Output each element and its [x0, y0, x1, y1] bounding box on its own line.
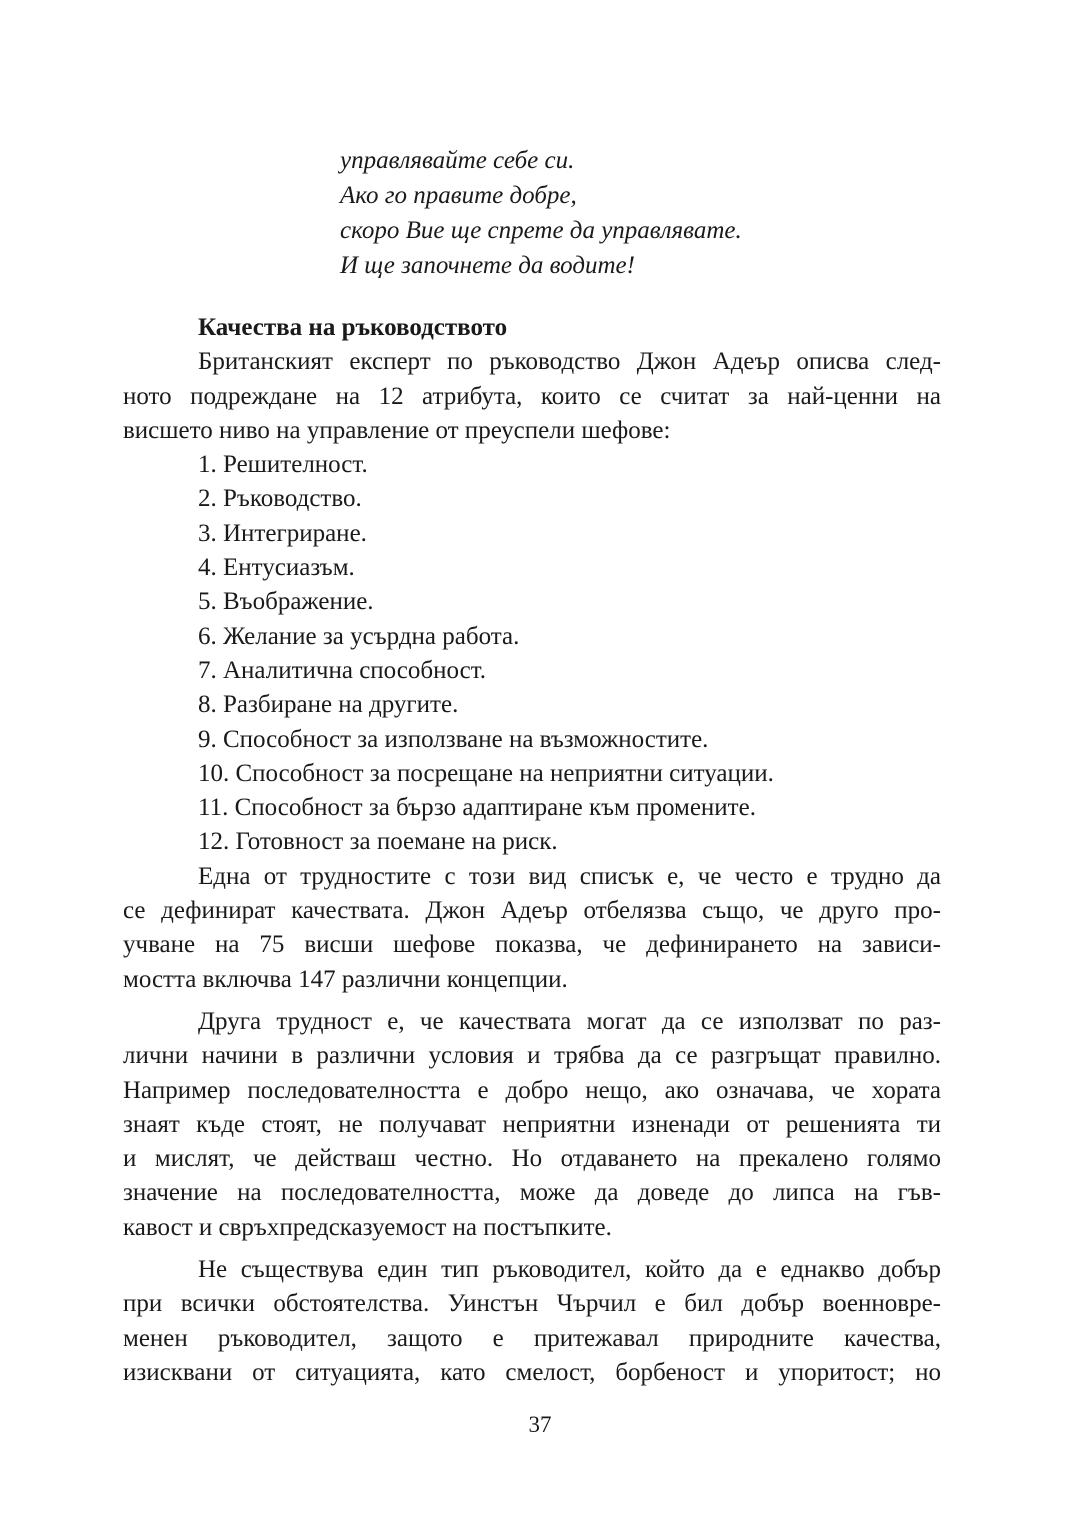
text-line: значение на последователността, може да доведе до липса на гъв-: [123, 1179, 941, 1207]
poem-line: скоро Вие ще спрете да управлявате.: [340, 217, 742, 244]
text-line: Например последователността е добро нещо, ако означава, че хората: [123, 1076, 941, 1104]
list-item: 2. Ръководство.: [198, 485, 362, 513]
text-line: учване на 75 висши шефове показва, че дефинирането на зависи-: [123, 931, 941, 959]
paragraph-1: [123, 860, 941, 997]
text-line: и мислят, че действаш честно. Но отдаването на прекалено голямо: [123, 1145, 941, 1173]
text-line: Не съществува един тип ръководител, който да е еднакво добър: [198, 1256, 941, 1284]
poem-line: Ако го правите добре,: [340, 182, 577, 209]
text-line: изисквани от ситуацията, като смелост, борбеност и упоритост; но: [123, 1358, 941, 1386]
body-text: [123, 311, 941, 1390]
text-line: висшето ниво на управление от преуспели шефове:: [123, 416, 671, 444]
page-number: 37: [528, 1412, 552, 1437]
list-item: 1. Решителност.: [198, 451, 368, 479]
text-line: Една от трудностите с този вид списък е, че често е трудно да: [198, 862, 941, 890]
poem-line: управлявайте себе си.: [340, 147, 575, 174]
list-item: 3. Интегриране.: [198, 519, 367, 547]
attribute-list: [123, 448, 941, 860]
text-line: мостта включва 147 различни концепции.: [123, 965, 568, 993]
text-line: Друга трудност е, че качествата могат да се използват по раз-: [198, 1007, 941, 1035]
list-item: 5. Въображение.: [198, 588, 374, 616]
text-line: се дефинират качествата. Джон Адеър отбелязва също, че друго про-: [123, 897, 941, 925]
poem-quote: [340, 143, 742, 283]
poem-line: И ще започнете да водите!: [340, 252, 635, 279]
section-heading: Качества на ръководството: [198, 314, 508, 341]
list-item: 8. Разбиране на другите.: [198, 691, 459, 719]
list-item: 6. Желание за усърдна работа.: [198, 622, 520, 650]
paragraph-2: [123, 1005, 941, 1245]
list-item: 4. Ентусиазъм.: [198, 554, 355, 582]
list-item: 10. Способност за посрещане на неприятни ситуации.: [198, 759, 774, 787]
text-line: Британският експерт по ръководство Джон Адеър описва след-: [198, 348, 941, 376]
list-item: 11. Способност за бързо адаптиране към промените.: [198, 794, 756, 822]
list-item: 9. Способност за използване на възможностите.: [198, 725, 709, 753]
paragraph-3: [123, 1253, 941, 1390]
intro-paragraph: [123, 345, 941, 448]
text-line: менен ръководител, защото е притежавал природните качества,: [123, 1324, 941, 1352]
text-line: знаят къде стоят, не получават неприятни изненади от решенията ти: [123, 1110, 941, 1138]
text-line: ното подреждане на 12 атрибута, които се считат за най-ценни на: [123, 382, 941, 410]
list-item: 7. Аналитична способност.: [198, 656, 487, 684]
list-item: 12. Готовност за поемане на риск.: [198, 828, 558, 856]
text-line: при всички обстоятелства. Уинстън Чърчил е бил добър военновре-: [123, 1290, 941, 1318]
text-line: кавост и свръхпредсказуемост на постъпките.: [123, 1213, 612, 1241]
text-line: лични начини в различни условия и трябва да се разгръщат правилно.: [123, 1042, 941, 1070]
